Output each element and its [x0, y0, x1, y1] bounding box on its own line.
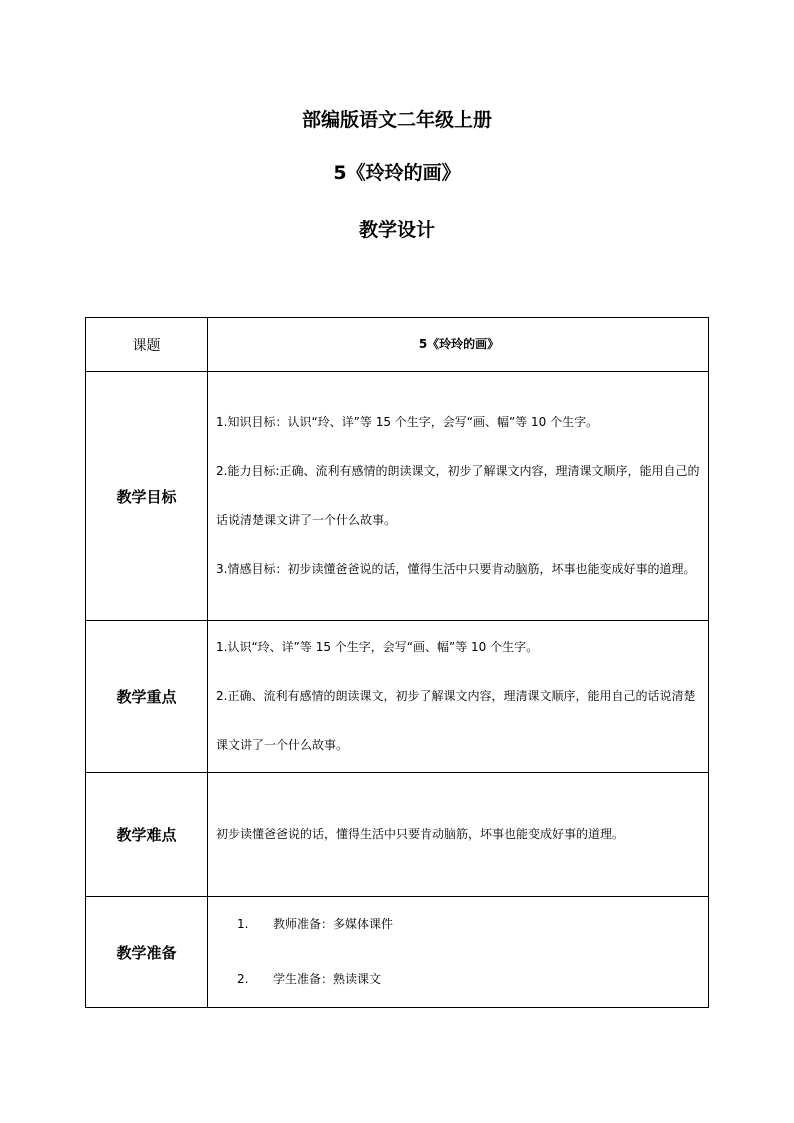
topic-value: 5《玲玲的画》	[208, 318, 709, 372]
list-item-text: 教师准备：多媒体课件	[273, 917, 394, 931]
key-point-item: 1.认识“玲、详”等 15 个生字，会写“画、幅”等 10 个生字。	[216, 640, 539, 654]
goal-item: 2.能力目标:正确、流利有感情的朗读课文，初步了解课文内容，理清课文顺序，能用自己的话说清楚课文讲了一个什么故事。	[216, 463, 700, 527]
table-row-key-points	[86, 621, 709, 773]
preparation-content	[208, 897, 709, 1008]
table-row-preparation	[86, 897, 709, 1008]
goal-item: 1.知识目标：认识“玲、详”等 15 个生字，会写“画、幅”等 10 个生字。	[216, 414, 599, 429]
lesson-title: 5《玲玲的画》	[333, 162, 461, 184]
list-item-number: 1.	[237, 917, 249, 931]
goals-label: 教学目标	[86, 372, 208, 621]
list-item	[237, 952, 702, 1007]
difficulties-content	[208, 773, 709, 897]
goal-item: 3.情感目标：初步读懂爸爸说的话，懂得生活中只要肯动脑筋，坏事也能变成好事的道理。	[216, 561, 696, 576]
difficulty-text: 初步读懂爸爸说的话，懂得生活中只要肯动脑筋，坏事也能变成好事的道理。	[216, 827, 625, 841]
key-points-content	[208, 621, 709, 773]
document-subtitle: 教学设计	[358, 219, 435, 241]
list-item-text: 学生准备：熟读课文	[273, 972, 382, 986]
topic-label: 课题	[86, 318, 208, 372]
table-row-difficulties	[86, 773, 709, 897]
preparation-label: 教学准备	[86, 897, 208, 1008]
difficulties-label: 教学难点	[86, 773, 208, 897]
list-item-number: 2.	[237, 972, 249, 986]
list-item	[237, 897, 702, 952]
key-point-item: 2.正确、流利有感情的朗读课文，初步了解课文内容，理清课文顺序，能用自己的话说清楚课文讲了一个什么故事。	[216, 689, 696, 752]
key-points-label: 教学重点	[86, 621, 208, 773]
document-title: 部编版语文二年级上册	[301, 109, 492, 131]
goals-content	[208, 372, 709, 621]
lesson-plan-table	[85, 317, 709, 1008]
table-row-goals	[86, 372, 709, 621]
table-row-topic	[86, 318, 709, 372]
